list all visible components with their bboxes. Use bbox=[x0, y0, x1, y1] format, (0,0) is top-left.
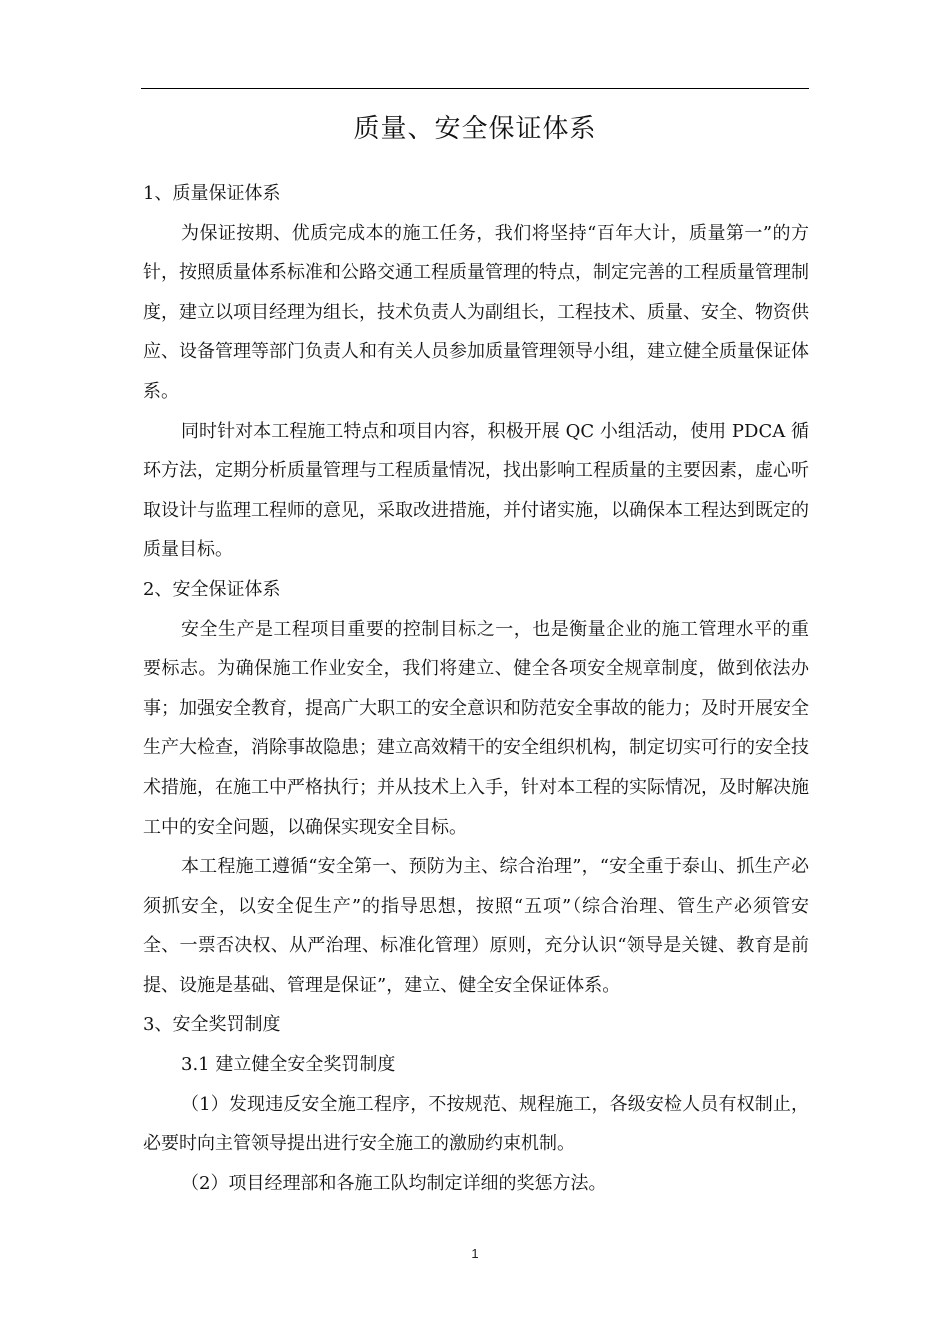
document-body bbox=[143, 174, 809, 1203]
section-heading: 3、安全奖罚制度 bbox=[143, 1014, 281, 1036]
section-heading: 1、质量保证体系 bbox=[143, 183, 281, 204]
page-number: 1 bbox=[471, 1246, 479, 1261]
page-title: 质量、安全保证体系 bbox=[353, 114, 597, 144]
section-safety bbox=[143, 570, 809, 1006]
section-heading: 2、安全保证体系 bbox=[143, 578, 281, 600]
sub-heading: 3.1 建立健全安全奖罚制度 bbox=[181, 1054, 396, 1076]
paragraph: （1）发现违反安全施工程序，不按规范、规程施工，各级安检人员有权制止，必要时向主管领导提出进行安全施工的激励约束机制。 bbox=[143, 1093, 809, 1155]
paragraph: 为保证按期、优质完成本的施工任务，我们将坚持“百年大计，质量第一”的方针，按照质量体系标准和公路交通工程质量管理的特点，制定完善的工程质量管理制度，建立以项目经理为组长，技术负责人为副组长，工程技术、质量、安全、物资供应、设备管理等部门负责人和有关人员参加质量管理领导小组，建立健全质量保证体系。 bbox=[143, 222, 809, 402]
section-quality bbox=[143, 174, 809, 570]
header-rule bbox=[141, 88, 809, 89]
paragraph: 本工程施工遵循“安全第一、预防为主、综合治理”，“安全重于泰山、抓生产必须抓安全，以安全促生产”的指导思想，按照“五项”（综合治理、管生产必须管安全、一票否决权、从严治理、标准化管理）原则，充分认识“领导是关键、教育是前提、设施是基础、管理是保证”，建立、健全安全保证体系。 bbox=[143, 856, 809, 996]
paragraph: （2）项目经理部和各施工队均制定详细的奖惩方法。 bbox=[181, 1172, 607, 1194]
paragraph: 同时针对本工程施工特点和项目内容，积极开展 QC 小组活动，使用 PDCA 循环方法，定期分析质量管理与工程质量情况，找出影响工程质量的主要因素，虚心听取设计与监理工程师的意见，采取改进措施，并付诸实施，以确保本工程达到既定的质量目标。 bbox=[143, 420, 809, 561]
section-rewards-penalties bbox=[143, 1005, 809, 1203]
paragraph: 安全生产是工程项目重要的控制目标之一，也是衡量企业的施工管理水平的重要标志。为确保施工作业安全，我们将建立、健全各项安全规章制度，做到依法办事；加强安全教育，提高广大职工的安全意识和防范安全事故的能力；及时开展安全生产大检查，消除事故隐患；建立高效精干的安全组织机构，制定切实可行的安全技术措施，在施工中严格执行；并从技术上入手，针对本工程的实际情况，及时解决施工中的安全问题，以确保实现安全目标。 bbox=[143, 618, 809, 838]
